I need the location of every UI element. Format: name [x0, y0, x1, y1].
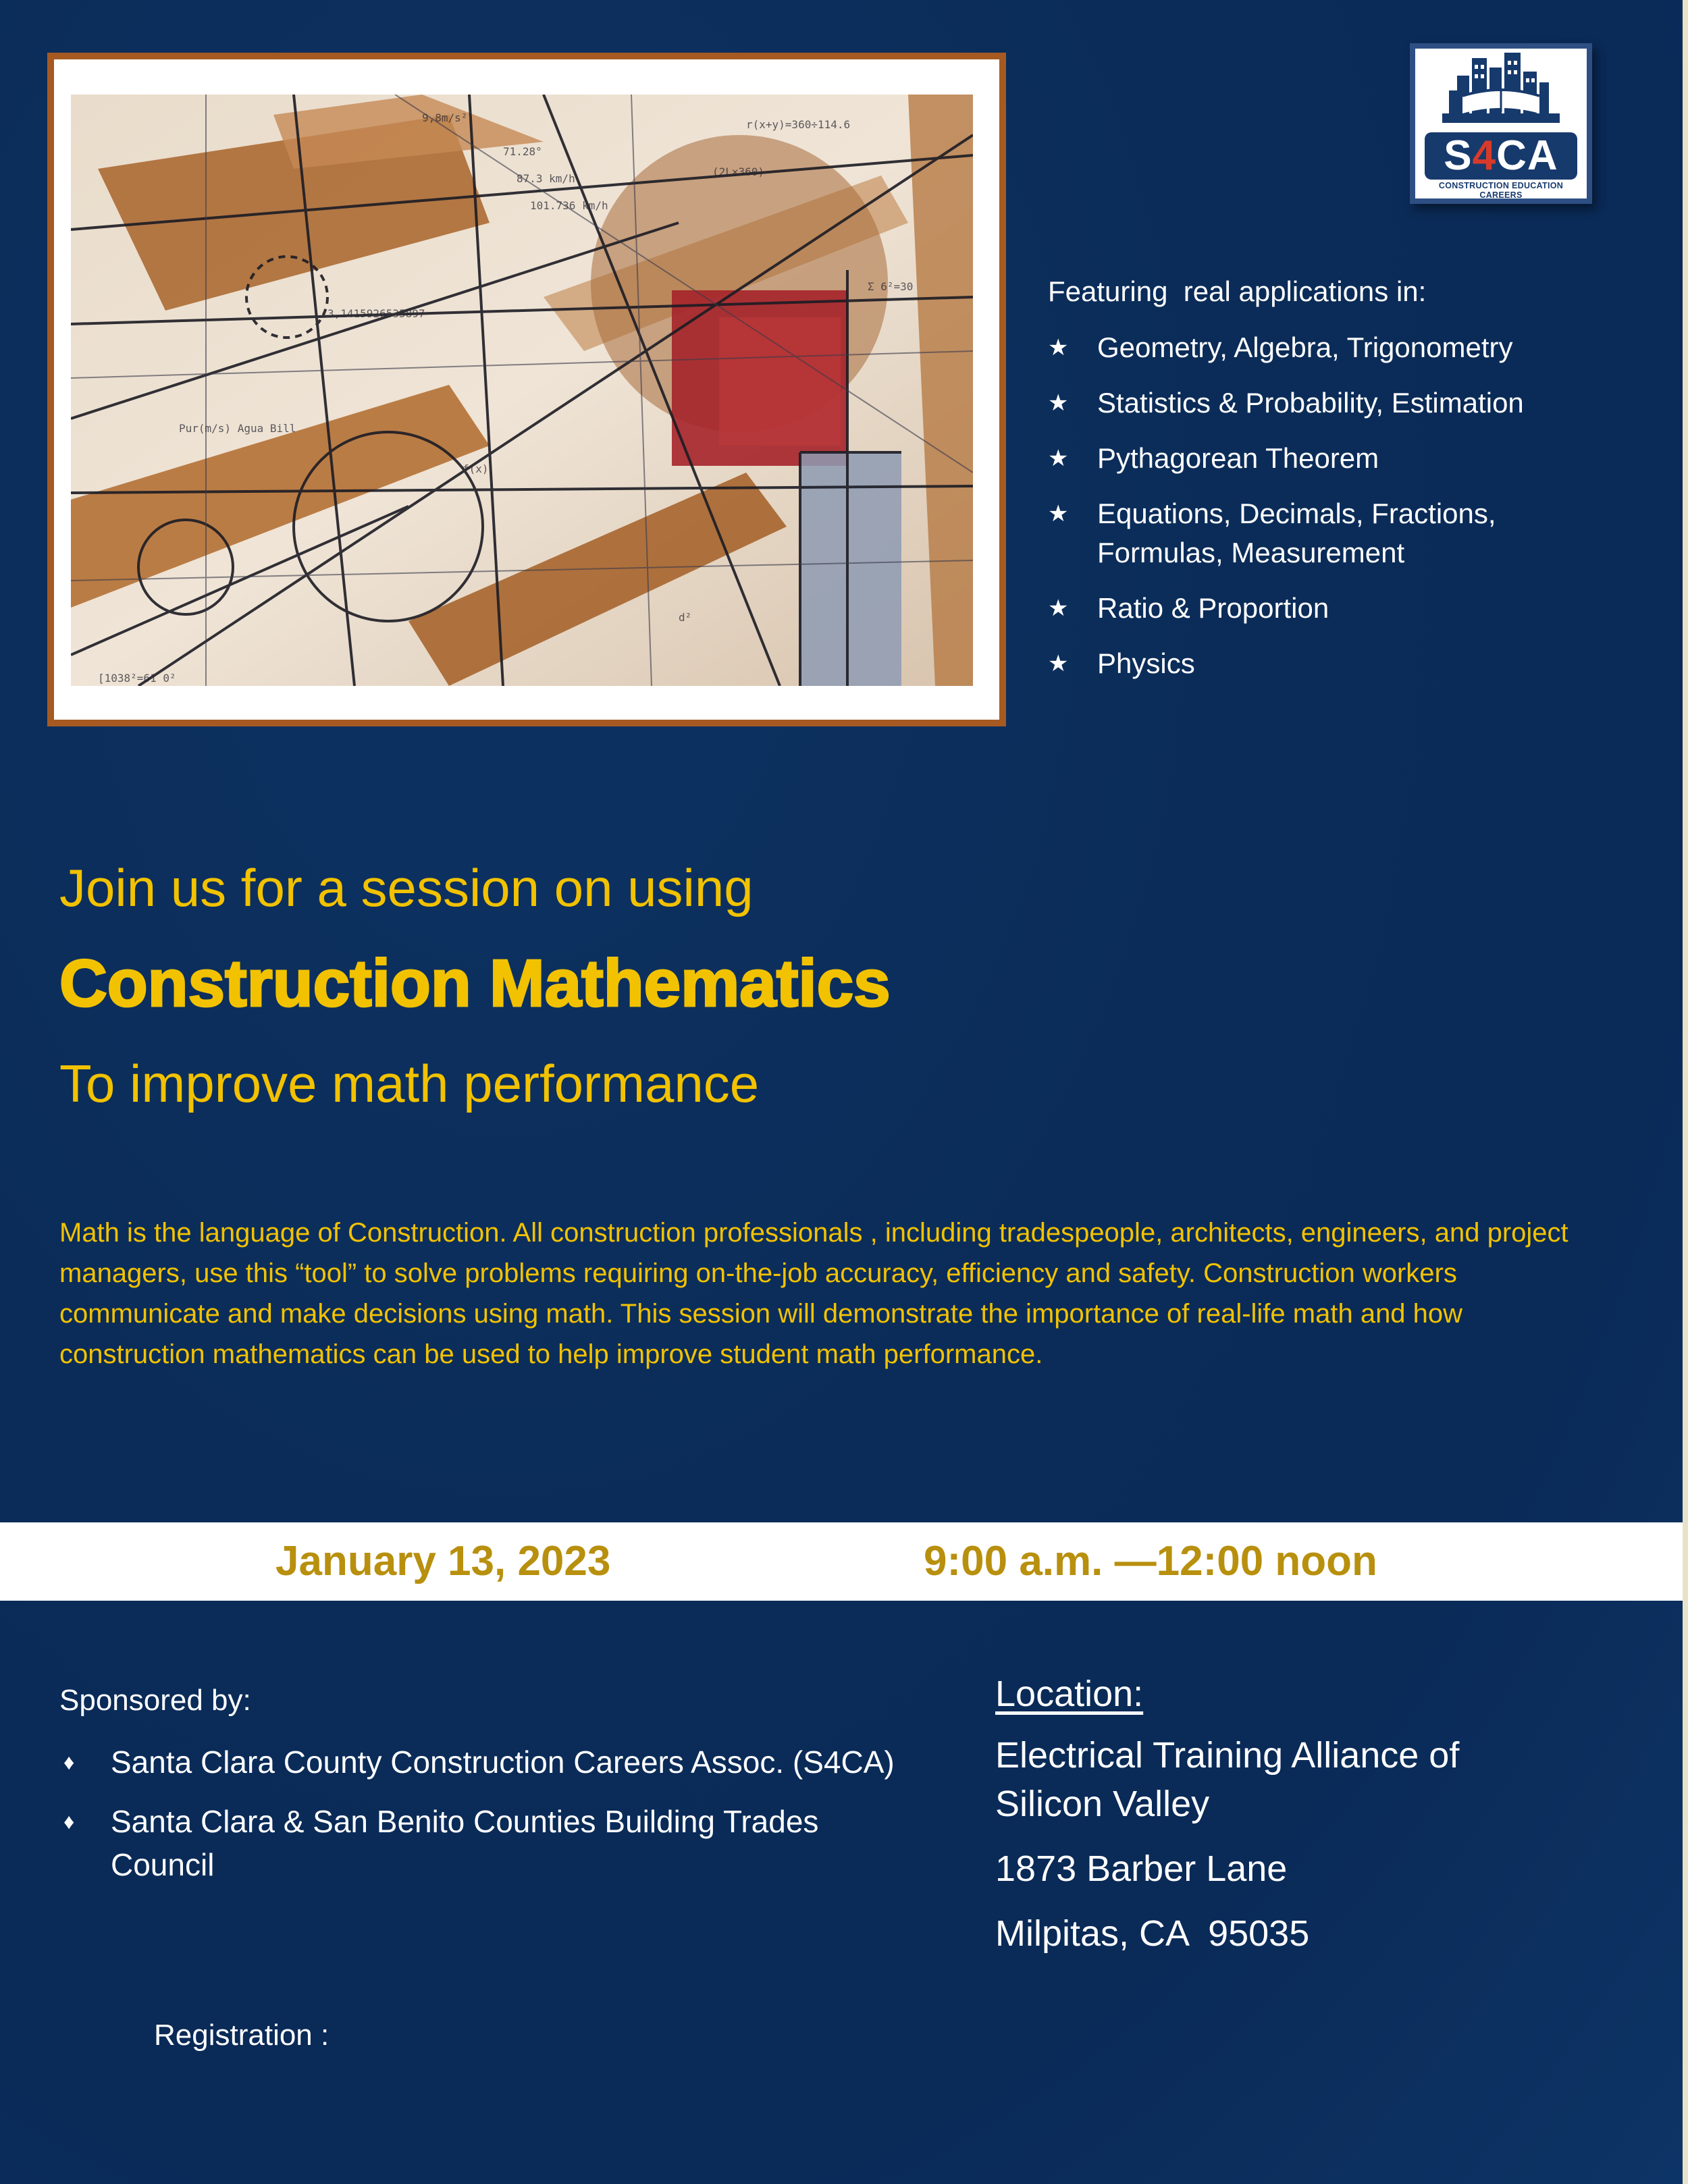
list-item — [1048, 383, 1656, 423]
sponsors-label: Sponsored by: — [59, 1684, 251, 1717]
diamond-bullet-icon: ♦ — [63, 1750, 75, 1774]
list-item — [1048, 589, 1656, 628]
svg-text:101.736 km/h: 101.736 km/h — [530, 199, 608, 212]
list-item — [1048, 328, 1656, 367]
star-bullet-icon: ★ — [1048, 651, 1069, 676]
svg-text:71.28°: 71.28° — [503, 145, 542, 158]
feature-label: Pythagorean Theorem — [1097, 442, 1379, 474]
list-item — [1048, 439, 1656, 478]
date-time-bar — [0, 1522, 1683, 1601]
s4ca-logo — [1410, 43, 1592, 204]
star-bullet-icon: ★ — [1048, 595, 1069, 621]
feature-label: Ratio & Proportion — [1097, 592, 1329, 624]
registration-label: Registration : — [154, 2019, 329, 2052]
svg-text:Σ 6²=30: Σ 6²=30 — [868, 280, 914, 293]
sponsor-name: Santa Clara & San Benito Counties Building Trades Council — [111, 1804, 819, 1882]
construction-math-artwork — [71, 95, 973, 686]
page-title: Construction Mathematics — [59, 946, 891, 1020]
svg-text:d²: d² — [679, 611, 692, 624]
feature-list — [1048, 328, 1656, 683]
svg-text:(2L×360): (2L×360) — [712, 165, 765, 178]
list-item — [1048, 494, 1583, 572]
features-section — [1048, 275, 1656, 699]
event-date: January 13, 2023 — [275, 1538, 611, 1584]
svg-text:[1038²=61 0²: [1038²=61 0² — [98, 672, 176, 685]
star-bullet-icon: ★ — [1048, 446, 1069, 471]
logo-tagline: CONSTRUCTION EDUCATION CAREERS — [1438, 181, 1564, 200]
headline-subtitle: To improve math performance — [59, 1054, 760, 1113]
feature-label: Equations, Decimals, Fractions, Formulas, Measurement — [1097, 498, 1496, 568]
city-skyline-icon — [1415, 49, 1587, 132]
star-bullet-icon: ★ — [1048, 335, 1069, 361]
feature-label: Physics — [1097, 647, 1195, 679]
location-section — [995, 1673, 1643, 1974]
event-time: 9:00 a.m. —12:00 noon — [924, 1538, 1377, 1584]
star-bullet-icon: ★ — [1048, 501, 1069, 527]
sponsor-name: Santa Clara County Construction Careers Assoc. (S4CA) — [111, 1744, 895, 1780]
description-paragraph: Math is the language of Construction. All construction professionals , including tradespeople, architects, engineers, and project managers, use this “tool” to solve problems requiring on-the-job accuracy, efficiency and safety. Construction workers communicate and make decisions using math. This session will demonstrate the importance of real-life math and how construction mathematics can be used to help improve student math performance. — [59, 1218, 1568, 1369]
feature-label: Statistics & Probability, Estimation — [1097, 387, 1524, 419]
svg-text:f(x): f(x) — [463, 462, 489, 475]
location-city: Milpitas, CA 95035 — [995, 1913, 1310, 1954]
svg-text:9,8m/s²: 9,8m/s² — [422, 111, 468, 124]
logo-wordmark-4: 4 — [1472, 132, 1497, 179]
list-item — [1048, 644, 1656, 683]
location-street: 1873 Barber Lane — [995, 1848, 1288, 1889]
svg-text:87.3 km/h: 87.3 km/h — [517, 172, 575, 185]
feature-label: Geometry, Algebra, Trigonometry — [1097, 331, 1513, 363]
logo-wordmark-s: S — [1444, 132, 1473, 179]
features-intro: Featuring real applications in: — [1048, 275, 1427, 307]
sponsor-list — [59, 1740, 903, 1886]
logo-wordmark — [1425, 132, 1577, 180]
star-bullet-icon: ★ — [1048, 390, 1069, 416]
diamond-bullet-icon: ♦ — [63, 1809, 75, 1834]
location-label: Location: — [995, 1674, 1144, 1714]
svg-text:Pur(m/s) Agua Bill: Pur(m/s) Agua Bill — [179, 422, 296, 435]
location-venue: Electrical Training Alliance of Silicon Valley — [995, 1735, 1460, 1824]
svg-text:r(x+y)=360÷114.6: r(x+y)=360÷114.6 — [746, 118, 851, 131]
sponsors-section — [59, 1684, 903, 1902]
list-item — [59, 1800, 903, 1886]
headline-intro: Join us for a session on using — [59, 858, 754, 917]
list-item — [59, 1740, 903, 1784]
page-edge — [1683, 0, 1688, 2184]
svg-text:3,1415926535897: 3,1415926535897 — [327, 307, 425, 320]
logo-wordmark-ca: CA — [1496, 132, 1558, 179]
